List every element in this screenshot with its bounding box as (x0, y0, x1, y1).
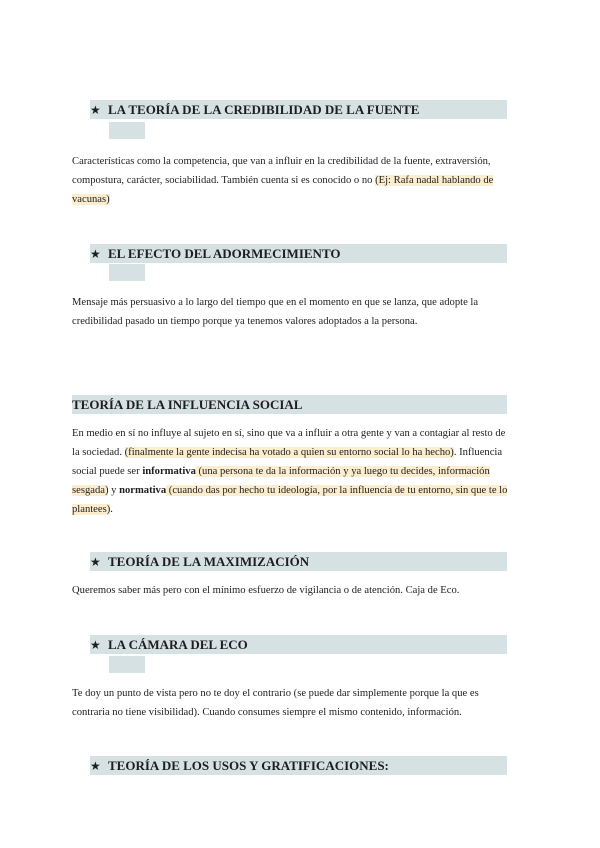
highlighted-text: (una persona te da la información y ya luego tu decides, información sesgada) (72, 466, 490, 496)
section-heading-influencia-social (72, 395, 507, 414)
star-icon: ★ (90, 103, 101, 117)
paragraph-text: . Influencia social puede ser (72, 447, 503, 477)
star-icon: ★ (90, 555, 101, 569)
heading-tab-block (109, 122, 145, 139)
section-heading-usos-gratificaciones (90, 756, 507, 775)
heading-text: EL EFECTO DEL ADORMECIMIENTO (108, 246, 341, 261)
highlighted-text: (cuando das por hecho tu ideología, por la influencia de tu entorno, sin que te lo plantees) (72, 485, 508, 515)
heading-text: LA TEORÍA DE LA CREDIBILIDAD DE LA FUENTE (108, 102, 420, 117)
star-icon: ★ (90, 247, 101, 261)
bold-term: informativa (142, 466, 196, 477)
paragraph-camara-eco (72, 684, 512, 722)
section-heading-maximizacion (90, 552, 507, 571)
highlighted-text: (finalmente la gente indecisa ha votado a quien su entorno social lo ha hecho) (124, 447, 454, 458)
heading-text: TEORÍA DE LA INFLUENCIA SOCIAL (72, 397, 303, 412)
heading-text: LA CÁMARA DEL ECO (108, 637, 248, 652)
paragraph-text: y (108, 485, 120, 496)
paragraph-credibilidad (72, 152, 512, 209)
star-icon: ★ (90, 638, 101, 652)
highlighted-text: (Ej: Rafa nadal hablando de vacunas) (72, 175, 494, 205)
paragraph-maximizacion (72, 581, 512, 600)
section-heading-camara-eco (90, 635, 507, 654)
paragraph-text: Queremos saber más pero con el mínimo esfuerzo de vigilancia o de atención. Caja de Eco. (72, 585, 460, 596)
heading-text: TEORÍA DE LA MAXIMIZACIÓN (108, 554, 310, 569)
paragraph-adormecimiento (72, 293, 512, 331)
paragraph-text: Mensaje más persuasivo a lo largo del tiempo que en el momento en que se lanza, que adopte la credibilidad pasado un tiempo porque ya tenemos valores adoptados a la persona. (72, 297, 479, 327)
paragraph-influencia-social (72, 424, 512, 519)
section-heading-credibilidad (90, 100, 507, 119)
paragraph-text: En medio en sí no influye al sujeto en sí, sino que va a influir a otra gente y van a contagiar al resto de la sociedad. (72, 428, 506, 458)
heading-tab-block (109, 264, 145, 281)
star-icon: ★ (90, 759, 101, 773)
bold-term: normativa (119, 485, 167, 496)
section-heading-adormecimiento (90, 244, 507, 263)
heading-text: TEORÍA DE LOS USOS Y GRATIFICACIONES: (108, 758, 389, 773)
heading-tab-block (109, 656, 145, 673)
paragraph-text: Características como la competencia, que van a influir en la credibilidad de la fuente, extraversión, compostura, carácter, sociabilidad. También cuenta si es conocido o no (72, 156, 491, 186)
paragraph-text: . (110, 504, 113, 515)
paragraph-text: Te doy un punto de vista pero no te doy el contrario (se puede dar simplemente porque la que es contraria no tiene visibilidad). Cuando consumes siempre el mismo contenido, información. (72, 688, 479, 718)
